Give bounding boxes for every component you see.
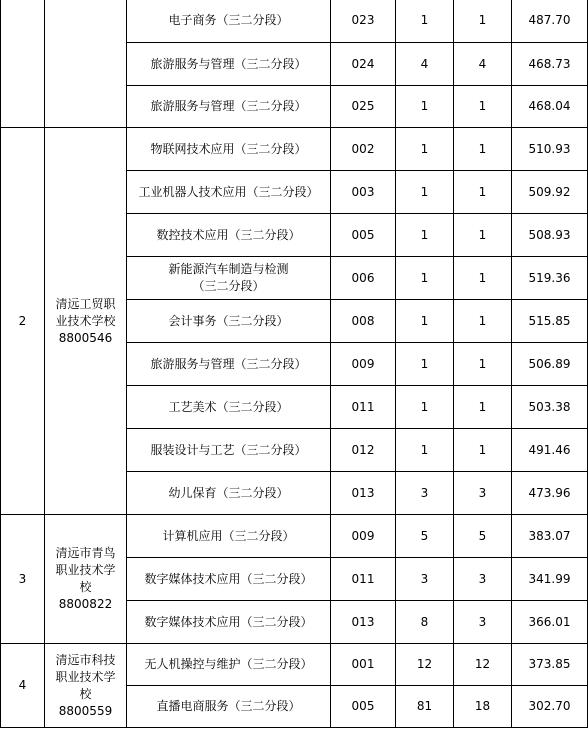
major-code-cell: 008	[331, 300, 396, 343]
school-name-line: 8800546	[58, 330, 113, 345]
major-name-line: 工艺美术（三二分段）	[168, 399, 289, 414]
school-index-cell: 2	[1, 128, 45, 515]
school-name-cell	[45, 0, 127, 128]
admitted-count-cell: 1	[454, 429, 512, 472]
admitted-count-cell: 3	[454, 472, 512, 515]
major-name-line: 幼儿保育（三二分段）	[168, 485, 289, 500]
major-name-line: 电子商务（三二分段）	[168, 13, 289, 27]
major-name-cell	[127, 300, 331, 343]
plan-count-cell: 4	[396, 43, 454, 86]
major-name-line: 会计事务（三二分段）	[168, 313, 289, 328]
min-score-cell: 366.01	[512, 601, 588, 644]
major-name-line: 数字媒体技术应用（三二分段）	[144, 571, 313, 586]
major-name-cell	[127, 644, 331, 686]
major-code-cell: 013	[331, 472, 396, 515]
major-code-cell: 024	[331, 43, 396, 86]
plan-count-cell: 1	[396, 0, 454, 43]
admitted-count-cell: 1	[454, 0, 512, 43]
plan-count-cell: 1	[396, 300, 454, 343]
major-code-cell: 025	[331, 86, 396, 128]
min-score-cell: 473.96	[512, 472, 588, 515]
major-code-cell: 009	[331, 343, 396, 386]
table-body	[1, 0, 588, 728]
major-code-cell: 005	[331, 686, 396, 728]
min-score-cell: 510.93	[512, 128, 588, 171]
admitted-count-cell: 1	[454, 128, 512, 171]
major-code-cell: 011	[331, 558, 396, 601]
min-score-cell: 503.38	[512, 386, 588, 429]
major-code-cell: 011	[331, 386, 396, 429]
table-row	[1, 644, 588, 686]
major-code-cell: 006	[331, 257, 396, 300]
major-name-cell	[127, 128, 331, 171]
major-code-cell: 023	[331, 0, 396, 43]
min-score-cell: 468.04	[512, 86, 588, 128]
min-score-cell: 506.89	[512, 343, 588, 386]
plan-count-cell: 3	[396, 472, 454, 515]
major-code-cell: 005	[331, 214, 396, 257]
plan-count-cell: 1	[396, 429, 454, 472]
major-name-line: 无人机操控与维护（三二分段）	[144, 657, 313, 671]
table-row	[1, 128, 588, 171]
plan-count-cell: 5	[396, 515, 454, 558]
min-score-cell: 468.73	[512, 43, 588, 86]
admitted-count-cell: 12	[454, 644, 512, 686]
school-index-cell: 4	[1, 644, 45, 728]
school-name-line: 职业技术学	[55, 563, 116, 577]
admitted-count-cell: 4	[454, 43, 512, 86]
admitted-count-cell: 1	[454, 257, 512, 300]
major-name-cell	[127, 558, 331, 601]
admitted-count-cell: 1	[454, 86, 512, 128]
major-name-cell	[127, 214, 331, 257]
plan-count-cell: 1	[396, 128, 454, 171]
school-name-cell	[45, 515, 127, 644]
school-index-cell	[1, 0, 45, 128]
admitted-count-cell: 5	[454, 515, 512, 558]
school-index-cell: 3	[1, 515, 45, 644]
school-name-line: 校	[79, 686, 92, 701]
plan-count-cell: 1	[396, 171, 454, 214]
major-name-cell	[127, 429, 331, 472]
major-name-line: 物联网技术应用（三二分段）	[150, 141, 307, 156]
admitted-count-cell: 1	[454, 343, 512, 386]
major-name-line: 服装设计与工艺（三二分段）	[150, 442, 307, 457]
school-name-line: 清远市青鸟	[55, 546, 116, 560]
major-name-line: 工业机器人技术应用（三二分段）	[138, 184, 319, 199]
min-score-cell: 508.93	[512, 214, 588, 257]
school-name-cell	[45, 128, 127, 515]
school-name-line: 校	[79, 580, 92, 594]
major-name-line: 旅游服务与管理（三二分段）	[150, 356, 307, 371]
min-score-cell: 491.46	[512, 429, 588, 472]
admitted-count-cell: 3	[454, 601, 512, 644]
plan-count-cell: 3	[396, 558, 454, 601]
min-score-cell: 373.85	[512, 644, 588, 686]
major-name-line: 数字媒体技术应用（三二分段）	[144, 614, 313, 629]
plan-count-cell: 81	[396, 686, 454, 728]
min-score-cell: 487.70	[512, 0, 588, 43]
school-name-line: 清远市科技	[55, 652, 116, 667]
min-score-cell: 509.92	[512, 171, 588, 214]
major-name-line: 计算机应用（三二分段）	[162, 528, 295, 543]
major-name-cell	[127, 86, 331, 128]
major-code-cell: 009	[331, 515, 396, 558]
major-name-cell	[127, 171, 331, 214]
plan-count-cell: 1	[396, 214, 454, 257]
plan-count-cell: 1	[396, 343, 454, 386]
major-code-cell: 002	[331, 128, 396, 171]
min-score-cell: 515.85	[512, 300, 588, 343]
major-code-cell: 003	[331, 171, 396, 214]
major-name-cell	[127, 686, 331, 728]
table-row	[1, 0, 588, 43]
major-name-line: 直播电商服务（三二分段）	[156, 699, 301, 713]
major-code-cell: 012	[331, 429, 396, 472]
school-name-line: 8800822	[58, 597, 113, 611]
school-name-line: 8800559	[58, 703, 113, 718]
major-name-cell	[127, 343, 331, 386]
major-name-cell	[127, 472, 331, 515]
school-name-line: 清远工贸职	[55, 296, 116, 311]
school-name-cell	[45, 644, 127, 728]
admitted-count-cell: 1	[454, 300, 512, 343]
major-code-cell: 013	[331, 601, 396, 644]
plan-count-cell: 1	[396, 386, 454, 429]
min-score-cell: 302.70	[512, 686, 588, 728]
major-name-cell	[127, 0, 331, 43]
major-name-line: 旅游服务与管理（三二分段）	[150, 99, 307, 113]
major-name-line: 旅游服务与管理（三二分段）	[150, 56, 307, 71]
admitted-count-cell: 3	[454, 558, 512, 601]
major-name-line: （三二分段）	[192, 279, 265, 293]
major-code-cell: 001	[331, 644, 396, 686]
min-score-cell: 383.07	[512, 515, 588, 558]
major-name-cell	[127, 601, 331, 644]
major-name-cell	[127, 257, 331, 300]
plan-count-cell: 1	[396, 86, 454, 128]
major-name-line: 新能源汽车制造与检测	[168, 262, 289, 276]
major-name-cell	[127, 515, 331, 558]
school-name-line: 职业技术学	[55, 669, 116, 684]
plan-count-cell: 8	[396, 601, 454, 644]
admitted-count-cell: 18	[454, 686, 512, 728]
plan-count-cell: 12	[396, 644, 454, 686]
table-row	[1, 515, 588, 558]
plan-count-cell: 1	[396, 257, 454, 300]
min-score-cell: 341.99	[512, 558, 588, 601]
admitted-count-cell: 1	[454, 386, 512, 429]
major-name-cell	[127, 386, 331, 429]
admitted-count-cell: 1	[454, 171, 512, 214]
school-name-line: 业技术学校	[55, 313, 116, 328]
major-name-cell	[127, 43, 331, 86]
min-score-cell: 519.36	[512, 257, 588, 300]
admitted-count-cell: 1	[454, 214, 512, 257]
major-name-line: 数控技术应用（三二分段）	[156, 227, 301, 242]
